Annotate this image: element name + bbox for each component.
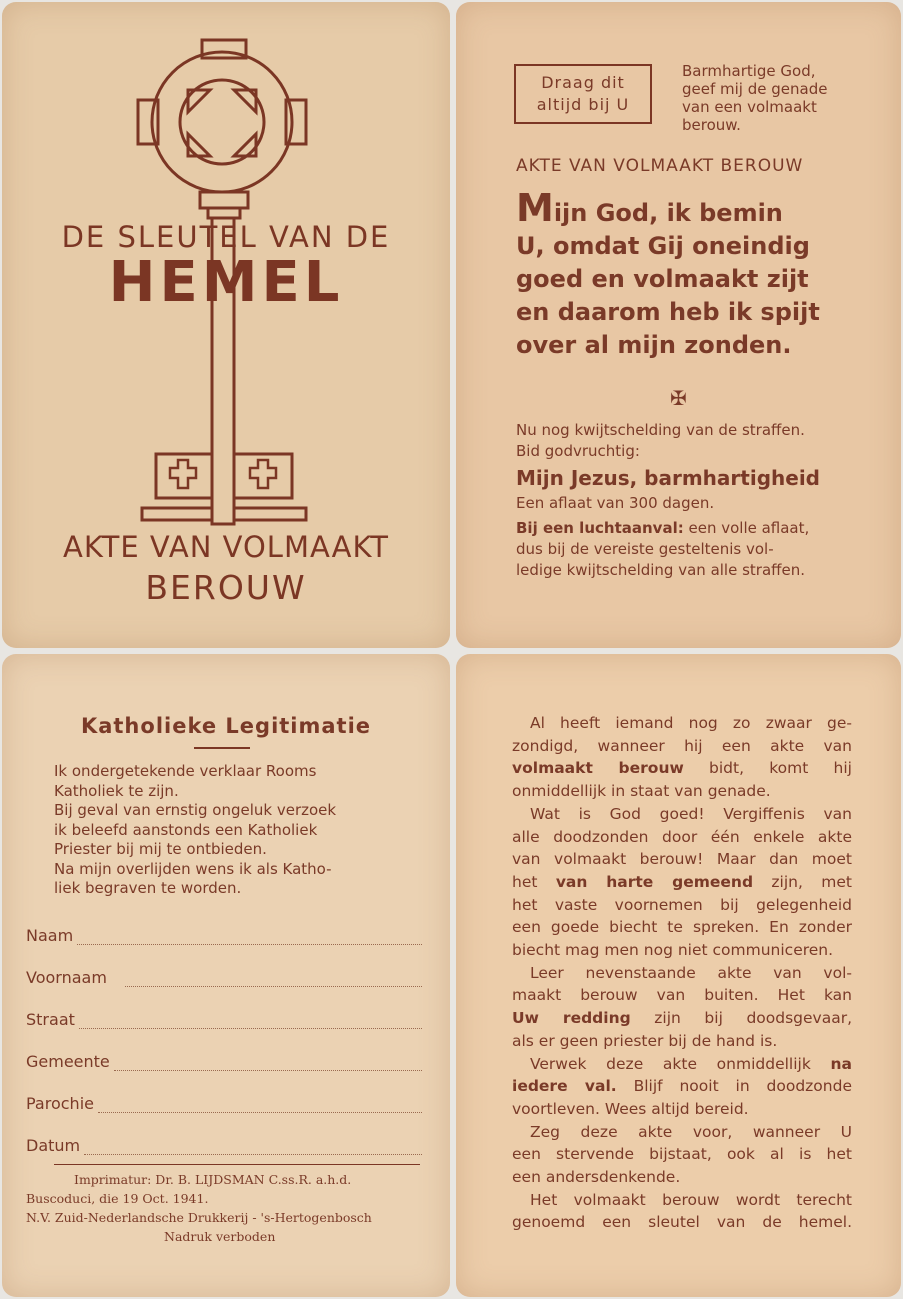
cover-title-top: DE SLEUTEL VAN DE <box>61 220 391 254</box>
declaration-line: ik beleefd aanstonds een Katholiek <box>54 820 318 839</box>
cover-title-hemel: HEMEL <box>108 250 344 315</box>
text-line: alle doodzonden door één enkele akte <box>512 827 852 846</box>
imprint-divider <box>54 1164 420 1165</box>
carry-notice-box <box>514 64 652 124</box>
act-initial: M <box>516 186 554 230</box>
act-of-contrition <box>516 186 856 362</box>
field-label: Voornaam <box>26 968 107 987</box>
cross-icon: ✠ <box>670 386 687 410</box>
text-line: genoemd een sleutel van de hemel. <box>512 1213 852 1232</box>
indulgence-text <box>516 420 856 581</box>
text-line: Wat is God goed! Vergiffenis van <box>530 804 852 823</box>
text-line <box>512 1075 852 1098</box>
text-line: Leer nevenstaande akte van vol- <box>530 963 852 982</box>
field-label: Parochie <box>26 1094 94 1113</box>
first-name-field[interactable] <box>26 968 422 987</box>
cover-subtitle-berouw: BEROUW <box>145 568 307 607</box>
text-line: het vaste voornemen bij gelegenheid <box>512 895 852 914</box>
emphasis: Uw redding <box>512 1009 631 1028</box>
air-raid-text: een volle aflaat, <box>683 519 810 537</box>
text-line <box>512 871 852 894</box>
text-fragment: Blijf nooit in doodzonde <box>616 1077 852 1096</box>
title-divider <box>194 747 250 749</box>
identity-panel <box>2 654 450 1297</box>
explanation-panel <box>456 654 901 1297</box>
act-heading: AKTE VAN VOLMAAKT BEROUW <box>516 156 804 176</box>
imprint-line: N.V. Zuid-Nederlandsche Drukkerij - 's-Hertogenbosch <box>26 1210 372 1225</box>
text-fragment: Verwek deze akte onmiddellijk <box>530 1054 831 1073</box>
field-label: Datum <box>26 1136 81 1155</box>
cover-subtitle: AKTE VAN VOLMAAKT <box>63 530 389 564</box>
imprint-line: Buscoduci, die 19 Oct. 1941. <box>26 1191 209 1206</box>
text-fragment: het <box>512 872 556 891</box>
field-label: Straat <box>26 1010 75 1029</box>
text-line: maakt berouw van buiten. Het kan <box>512 986 852 1005</box>
imprint-line: Imprimatur: Dr. B. LIJDSMAN C.ss.R. a.h.d. <box>74 1172 352 1187</box>
text-line: een stervende bijstaat, ook al is het <box>512 1145 852 1164</box>
text-line: een andersdenkende. <box>512 1168 681 1187</box>
air-raid-line: ledige kwijtschelding van alle straffen. <box>516 561 805 579</box>
indulgence-line: Een aflaat van 300 dagen. <box>516 494 715 512</box>
declaration <box>54 762 394 899</box>
act-line: U, omdat Gij oneindig <box>516 232 810 260</box>
field-label: Naam <box>26 926 74 945</box>
air-raid-label: Bij een luchtaanval: <box>516 519 684 537</box>
declaration-line: liek begraven te worden. <box>54 879 242 897</box>
text-line: onmiddellijk in staat van genade. <box>512 782 771 801</box>
remission-line: Bid godvruchtig: <box>516 442 640 460</box>
act-line: ijn God, ik bemin <box>553 199 783 227</box>
text-line: zondigd, wanneer hij een akte van <box>512 736 852 755</box>
text-line <box>512 757 852 780</box>
declaration-line: Priester bij mij te ontbieden. <box>54 840 267 858</box>
carry-notice-line2: altijd bij U <box>536 95 630 114</box>
identity-title: Katholieke Legitimatie <box>80 714 372 738</box>
act-line: en daarom heb ik spijt <box>516 298 820 326</box>
emphasis: iedere val. <box>512 1077 617 1096</box>
carry-notice-line1: Draag dit <box>541 73 625 92</box>
text-line: Al heeft iemand nog zo zwaar ge- <box>530 714 852 732</box>
date-field[interactable] <box>26 1136 422 1155</box>
act-line: over al mijn zonden. <box>516 331 792 359</box>
short-prayer-line: van een volmaakt <box>682 98 817 116</box>
declaration-line: Katholiek te zijn. <box>54 781 179 800</box>
text-fragment: bidt, komt hij <box>683 759 852 778</box>
short-prayer-line: Barmhartige God, <box>682 62 816 80</box>
cover-panel <box>2 2 450 648</box>
street-field[interactable] <box>26 1010 422 1029</box>
imprint <box>26 1170 422 1246</box>
act-line: goed en volmaakt zijt <box>516 265 809 293</box>
short-prayer-line: geef mij de genade <box>682 80 828 98</box>
text-line: Zeg deze akte voor, wanneer U <box>530 1122 852 1141</box>
imprint-line: Nadruk verboden <box>164 1229 276 1244</box>
text-fragment: zijn bij doodsgevaar, <box>630 1009 853 1028</box>
ejaculation-prayer: Mijn Jezus, barmhartigheid <box>516 466 820 490</box>
text-line: een goede biecht te spreken. En zonder <box>512 918 852 937</box>
text-line: als er geen priester bij de hand is. <box>512 1031 778 1050</box>
text-line: biecht mag men nog niet communiceren. <box>512 941 834 960</box>
prayer-panel <box>456 2 901 648</box>
emphasis: volmaakt berouw <box>512 759 684 778</box>
field-label: Gemeente <box>26 1052 110 1071</box>
explanation-text <box>512 712 852 1234</box>
text-line: Het volmaakt berouw wordt terecht <box>530 1190 852 1209</box>
text-line <box>512 1007 852 1030</box>
text-line <box>512 1053 852 1076</box>
emphasis: van harte gemeend <box>555 872 754 891</box>
parish-field[interactable] <box>26 1094 422 1113</box>
name-field[interactable] <box>26 926 422 945</box>
short-prayer-line: berouw. <box>682 116 741 134</box>
declaration-line: Bij geval van ernstig ongeluk verzoek <box>54 801 337 819</box>
text-fragment: zijn, met <box>753 872 852 891</box>
remission-line: Nu nog kwijtschelding van de straffen. <box>516 421 805 439</box>
declaration-line: Ik ondergetekende verklaar Rooms <box>54 762 317 780</box>
text-line: voortleven. Wees altijd bereid. <box>512 1099 749 1118</box>
declaration-line: Na mijn overlijden wens ik als Katho- <box>54 859 332 878</box>
air-raid-line: dus bij de vereiste gesteltenis vol- <box>516 540 774 558</box>
municipality-field[interactable] <box>26 1052 422 1071</box>
text-line: van volmaakt berouw! Maar dan moet <box>512 850 852 869</box>
short-prayer <box>682 62 882 134</box>
emphasis: na <box>830 1054 852 1073</box>
